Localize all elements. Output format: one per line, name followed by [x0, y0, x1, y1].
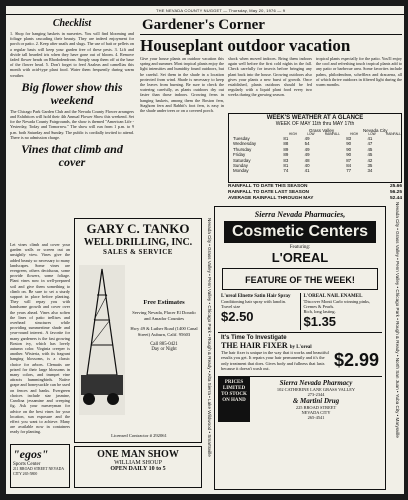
- weather-loc2: Nevada City: [363, 128, 388, 133]
- rainfall-label-2: RAINFALL TO DATE LAST SEASON: [228, 190, 310, 195]
- elnette-price: $2.50: [221, 309, 254, 324]
- tanko-phone: Call 885-0421: [150, 342, 178, 347]
- weather-day: Monday: [233, 168, 249, 174]
- bigflower-title: Big flower show this weekend: [21, 79, 123, 107]
- checklist-body: 1. Shop for hanging baskets in nurseries. You will find blooming and foliage plants cascading their beauty. They are indeed enjoyment for porch or patio. 2. Keep after snails and slugs. The use of bait or pellets on a regular basis will keep your garden free of these pests. 3. Lift and divide tall bearded iris when they have gone out of bloom. 4. Remove faded flower heads on Rhododendrons. Simply snap them off at the base of the flower head. 5. Don't forget to feed Azaleas and camellias this month with acid-type plant food. Water them frequently during warm weather.: [10, 31, 134, 78]
- weather-cell: 83: [283, 157, 289, 163]
- tanko-license: Licensed Contractor # 292061: [111, 433, 167, 438]
- weather-box: [228, 113, 402, 183]
- elnette-size: Travel size: [221, 304, 241, 309]
- weather-cell: 49: [304, 152, 310, 158]
- weather-cell: 88: [283, 141, 289, 147]
- town-strip-right: Nevada City • Grass Valley • Penn Valley • Chicago Park • Rough & Ready • North San Juan • Yuba City • Marysville: [395, 202, 400, 438]
- drilling-rig-illustration: [79, 265, 125, 415]
- weather-cell: 47: [367, 141, 373, 147]
- enamel-price: $1.35: [303, 314, 337, 329]
- weather-day: Thursday: [233, 146, 252, 152]
- weather-cell: 81: [283, 136, 289, 141]
- martini-city: NEVADA CITY: [301, 409, 331, 415]
- weather-cell: 45: [367, 152, 373, 158]
- tanko-address: Hwy 49 & Luther Road (1400 Canal Street) Auburn, Calif. 95603: [130, 326, 198, 337]
- headline: Houseplant outdoor vacation: [140, 36, 351, 55]
- weather-cell: 48: [304, 157, 310, 163]
- weather-day: Saturday: [233, 157, 251, 163]
- egos-ad: [10, 444, 70, 488]
- left-column: [10, 18, 134, 169]
- hairfixer-desc: The hair fixer is unique in the way that it works and beautiful results you get. It repairs your hair permanently and it's the only treatment that does. Gives body and fullness that lasts because it doesn't wash out.: [221, 350, 329, 372]
- tanko-name: GARY C. TANKO: [86, 221, 190, 236]
- hairfixer-heading: [221, 341, 379, 350]
- weather-cell: 89: [283, 152, 289, 158]
- tanko-sales: SALES & SERVICE: [103, 248, 173, 256]
- enamel-sub: Rich, long lasting.: [303, 309, 336, 314]
- weather-subtitle: WEEK OF MAY 11th thru MAY 17th: [275, 121, 355, 127]
- weather-cell: 41: [367, 136, 373, 141]
- rainfall-value-1: 25.66: [389, 184, 402, 189]
- weather-cell: 77: [346, 168, 352, 174]
- weather-cell: 40: [304, 163, 310, 169]
- egos-address: 211 BROAD STREET NEVADA CITY 265-5800: [13, 467, 64, 476]
- vines-title: Vines that climb and cover: [21, 142, 123, 170]
- prices-notice: PRICES LIMITED TO STOCK ON HAND: [218, 377, 250, 422]
- tanko-details: [129, 299, 199, 352]
- weather-title: WEEK'S WEATHER AT A GLANCE: [266, 115, 364, 121]
- enamel-item: [301, 293, 383, 330]
- featuring-label: Featuring:: [289, 245, 311, 250]
- weather-loc1: Grass Valley: [309, 128, 335, 133]
- pharmacy-ad: [214, 206, 386, 490]
- weather-cell: 49: [304, 146, 310, 152]
- martini-name: & Martini Drug: [292, 396, 340, 405]
- weather-cell: 35: [367, 163, 373, 169]
- weather-cell: 49: [304, 136, 310, 141]
- elnette-title: L'oreal Elnette Satin Hair Spray: [221, 294, 291, 299]
- weather-col-0: HIGH: [289, 132, 297, 136]
- martini-address: 225 BROAD STREET: [295, 404, 337, 410]
- oneman-title: ONE MAN SHOW: [97, 449, 179, 460]
- weather-cell: 83: [346, 136, 352, 141]
- weather-col-4: LOW: [368, 132, 376, 136]
- weather-cell: [381, 168, 401, 173]
- bigflower-body: The Chicago Park Garden Club and the Nevada County Flower arrangers and Exhibitors will hold their 4th Annual Flower Show this weekend. Set for the Nevada County Fairgrounds, the show is themed "American Life - Yesterday, Today and Tomorrow." The show will run from 1 p.m. to 9 p.m. both Saturday and Sunday. The public is cordially invited to attend. There is no admission charge.: [10, 108, 134, 140]
- tanko-estimates: Free Estimates: [143, 299, 185, 306]
- newspaper-page: [6, 6, 404, 494]
- header-rule: [6, 14, 404, 15]
- body-col-2: shock when moved indoors. Bring them indoors again well before the first cold nights in the fall. Check carefully for insects before bringing any plant back into the house. Growing outdoors also gives your plants a new burst of growth. Once established, plants outdoors should be fed regularly with a liquid plant food every two weeks during the growing season.: [228, 56, 312, 98]
- weather-day: Sunday: [233, 163, 248, 169]
- weather-cell: 87: [346, 157, 352, 163]
- feature-banner: [222, 268, 378, 290]
- weather-col-3: HIGH: [350, 132, 359, 136]
- cosmetic-banner: [224, 221, 376, 243]
- weather-rows: [231, 136, 401, 174]
- town-strip-left: Nevada City • Grass Valley • Penn Valley • Chicago Park • Rough & Ready • Alta Sierra • Lake Wildwood • Smartsville: [207, 218, 212, 457]
- feature-items: [218, 293, 382, 330]
- weather-table: [231, 136, 401, 174]
- hairfixer-body: [221, 350, 379, 372]
- investigate-label: It's Time To Investigate: [221, 335, 287, 341]
- egos-sub: Sports Center: [13, 462, 41, 467]
- rainfall-row-3: [228, 196, 402, 202]
- vines-body: Let vines climb and cover your garden walls or screen out an unsightly view. Vines give the added beauty so necessary to many landscapes. Some vines are evergreen, others deciduous, some provide flowers, some foliage. Plant vines now in well-prepared soil and give them something to climb on. Be sure to set a sturdy support in place before planting. They will repay you with handsome growth and cover over the years ahead. Vines also soften the lines of patio trellises and overhead structures while providing summertime shade and year-round interest. A favorite for many gardeners is the fast growing Boston ivy, which has lovely autumn color. Virginia creeper is another. Wisteria, with its fragrant hanging blossoms, is a classic choice for arbors. Clematis are prized for their large blossoms in many colors, and trumpet vine attracts hummingbirds. Native grape and honeysuckle can be used on fences and banks. Evergreen choices include star jasmine, Carolina jessamine and creeping fig. Ask your nurseryman for advice on the best vines for your location, sun exposure and the effect you want to achieve. Many are available now in containers ready for planting.: [10, 242, 70, 435]
- weather-day: Tuesday: [233, 136, 250, 141]
- store-addresses: [250, 377, 382, 422]
- weather-cell: 90: [346, 146, 352, 152]
- section-title: Gardener's Corner: [142, 17, 265, 33]
- section-rule: [140, 34, 402, 35]
- weather-col-1: LOW: [307, 132, 315, 136]
- tanko-phone-hours: Day or Night: [151, 347, 177, 352]
- hairfixer-title: THE HAIR FIXER: [221, 341, 288, 350]
- weather-row: [231, 168, 401, 173]
- elnette-desc: Conditioning hair spray with lanolin.: [221, 299, 286, 304]
- loreal-logo: L'OREAL: [271, 250, 329, 265]
- weather-cell: 90: [346, 152, 352, 158]
- weather-cell: 45: [367, 146, 373, 152]
- cosmetic-title: Cosmetic Centers: [231, 223, 369, 240]
- pharm-phone: 273-2344: [307, 391, 325, 397]
- feature-banner-text: FEATURE OF THE WEEK!: [245, 275, 355, 285]
- pharm-name: Sierra Nevada Pharmacy: [279, 378, 353, 387]
- weather-cell: 84: [346, 163, 352, 169]
- weather-day: Wednesday: [233, 141, 257, 147]
- weather-cell: 41: [304, 168, 310, 174]
- weather-cell: [318, 168, 338, 173]
- hairfixer-by: by L'oreal: [289, 345, 312, 350]
- body-col-3: tropical plants especially for the patio. You'll enjoy the cool and refreshing touch tropical plants add to any patio or barbecue area. Some favorites include palms, philodendron, schefflera and dracaena, all of which thrive outdoors in filtered light during the warm months.: [316, 56, 402, 88]
- checklist-title: Checklist: [52, 18, 92, 29]
- weather-cell: 81: [283, 163, 289, 169]
- tanko-company: WELL DRILLING, INC.: [83, 237, 193, 248]
- elnette-item: [218, 293, 301, 330]
- oneman-artist: WILLIAM SHOUP: [114, 460, 162, 466]
- sierra-name: Sierra Nevada Pharmacies,: [254, 210, 346, 219]
- oneman-ad: [74, 446, 202, 488]
- weather-cell: 89: [283, 146, 289, 152]
- enamel-desc: 'Discover Monti Carlo winning pinks, Cremes & Pearls.: [303, 299, 371, 309]
- weather-cell: 34: [367, 168, 373, 174]
- rainfall-value-3: 52.44: [389, 196, 402, 201]
- weather-cell: 74: [283, 168, 289, 174]
- body-col-1: Give your house plants an outdoor vacation this spring and summer. Most tropical plants enjoy the light intensities and humidity found outdoors, but be careful. Set them in the shade in a location protected from wind. Shade is necessary to keep the leaves from burning. Be sure to check the watering carefully, as plants outdoors dry out faster than those indoors. Growing ferns in hanging baskets, among them the Boston fern, Staghorn fern and Rabbit's foot fern, is easy in the shade under trees or on a covered porch.: [140, 56, 224, 114]
- weather-col-2: RAINFALL: [324, 132, 340, 136]
- weather-cell: 90: [346, 141, 352, 147]
- weather-col-5: RAINFALL: [385, 132, 401, 136]
- rainfall-value-2: 56.25: [389, 190, 402, 195]
- tanko-ad: [74, 218, 202, 443]
- hairfixer-price: $2.99: [333, 350, 379, 371]
- store-info: [218, 376, 382, 422]
- enamel-title: L'OREAL NAIL ENAMEL: [303, 294, 363, 299]
- weather-cell: 54: [304, 141, 310, 147]
- rainfall-label-1: RAINFALL TO DATE THIS SEASON: [228, 184, 308, 189]
- martini-phone: 265-4541: [307, 414, 325, 420]
- tanko-serving: Serving Nevada, Placer El Dorado and Amador Counties: [132, 310, 196, 321]
- page-header: THE NEVADA COUNTY NUGGET — Thursday, May 20, 1976 — 9: [156, 8, 286, 13]
- oneman-hours: OPEN DAILY 10 to 5: [110, 466, 166, 472]
- weather-cell: 42: [367, 157, 373, 163]
- rainfall-totals: [228, 184, 402, 202]
- rainfall-label-3: AVERAGE RAINFALL THROUGH MAY: [228, 196, 314, 201]
- pharm-address: 102 CATHERINE LANE GRASS VALLEY: [276, 386, 356, 392]
- weather-day: Friday: [233, 152, 246, 158]
- egos-name: "egos": [13, 447, 49, 461]
- hairfixer-section: [218, 332, 382, 374]
